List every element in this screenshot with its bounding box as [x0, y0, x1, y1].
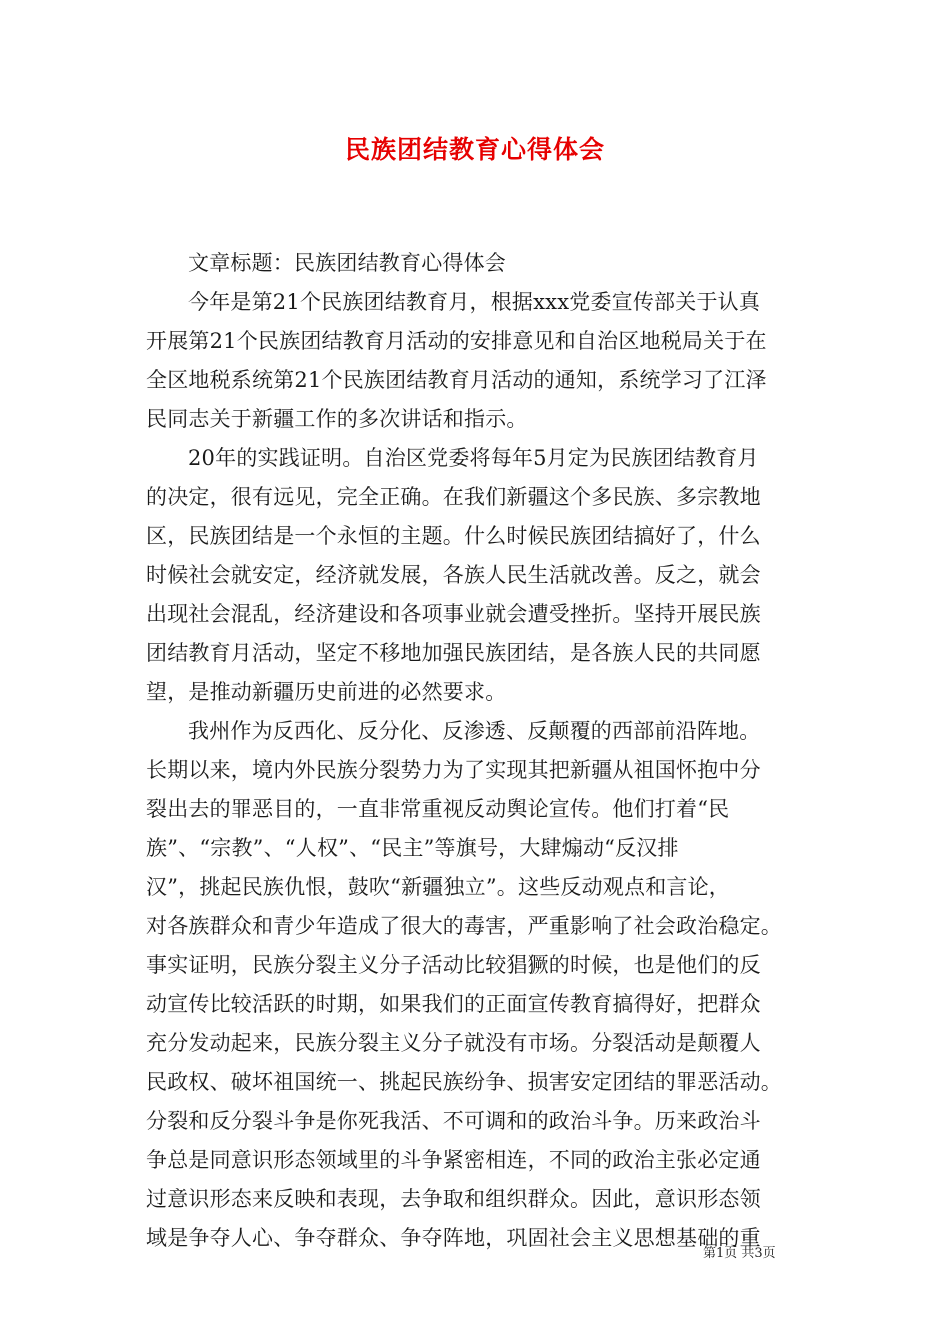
text-line: 文章标题：民族团结教育心得体会 [188, 251, 506, 275]
text-line: 区，民族团结是一个永恒的主题。什么时候民族团结搞好了，什么 [146, 524, 761, 548]
document-body [146, 244, 812, 1258]
text-line: 充分发动起来，民族分裂主义分子就没有市场。分裂活动是颠覆人 [146, 1031, 761, 1055]
page-number: 第1页 共3页 [703, 1246, 776, 1261]
text-line: 分裂和反分裂斗争是你死我活、不可调和的政治斗争。历来政治斗 [146, 1109, 761, 1133]
text-line: 20年的实践证明。自治区党委将每年5月定为民族团结教育月 [188, 446, 759, 470]
text-line: 望，是推动新疆历史前进的必然要求。 [146, 680, 507, 704]
text-line: 时候社会就安定，经济就发展，各族人民生活就改善。反之，就会 [146, 563, 761, 587]
text-line: 域是争夺人心、争夺群众、争夺阵地，巩固社会主义思想基础的重 [146, 1226, 761, 1250]
text-line: 民政权、破坏祖国统一、挑起民族纷争、损害安定团结的罪恶活动。 [146, 1070, 782, 1094]
text-line: 裂出去的罪恶目的，一直非常重视反动舆论宣传。他们打着“民 [146, 797, 730, 821]
text-line: 开展第21个民族团结教育月活动的安排意见和自治区地税局关于在 [146, 329, 767, 353]
text-line: 出现社会混乱，经济建设和各项事业就会遭受挫折。坚持开展民族 [146, 602, 761, 626]
text-line: 对各族群众和青少年造成了很大的毒害，严重影响了社会政治稳定。 [146, 914, 782, 938]
text-line: 我州作为反西化、反分化、反渗透、反颠覆的西部前沿阵地。 [188, 719, 761, 743]
text-line: 族”、“宗教”、“人权”、“民主”等旗号，大肆煽动“反汉排 [146, 836, 679, 860]
document-title: 民族团结教育心得体会 [344, 135, 605, 164]
text-line: 汉”，挑起民族仇恨，鼓吹“新疆独立”。这些反动观点和言论， [146, 875, 731, 899]
text-line: 动宣传比较活跃的时期，如果我们的正面宣传教育搞得好，把群众 [146, 992, 761, 1016]
text-line: 今年是第21个民族团结教育月，根据xxx党委宣传部关于认真 [188, 290, 761, 314]
text-line: 的决定，很有远见，完全正确。在我们新疆这个多民族、多宗教地 [146, 485, 761, 509]
text-line: 过意识形态来反映和表现，去争取和组织群众。因此，意识形态领 [146, 1187, 761, 1211]
text-line: 长期以来，境内外民族分裂势力为了实现其把新疆从祖国怀抱中分 [146, 758, 761, 782]
text-line: 事实证明，民族分裂主义分子活动比较猖獗的时候，也是他们的反 [146, 953, 761, 977]
text-line: 全区地税系统第21个民族团结教育月活动的通知，系统学习了江泽 [146, 368, 767, 392]
text-line: 争总是同意识形态领域里的斗争紧密相连，不同的政治主张必定通 [146, 1148, 761, 1172]
text-line: 民同志关于新疆工作的多次讲话和指示。 [146, 407, 528, 431]
text-line: 团结教育月活动，坚定不移地加强民族团结，是各族人民的共同愿 [146, 641, 761, 665]
